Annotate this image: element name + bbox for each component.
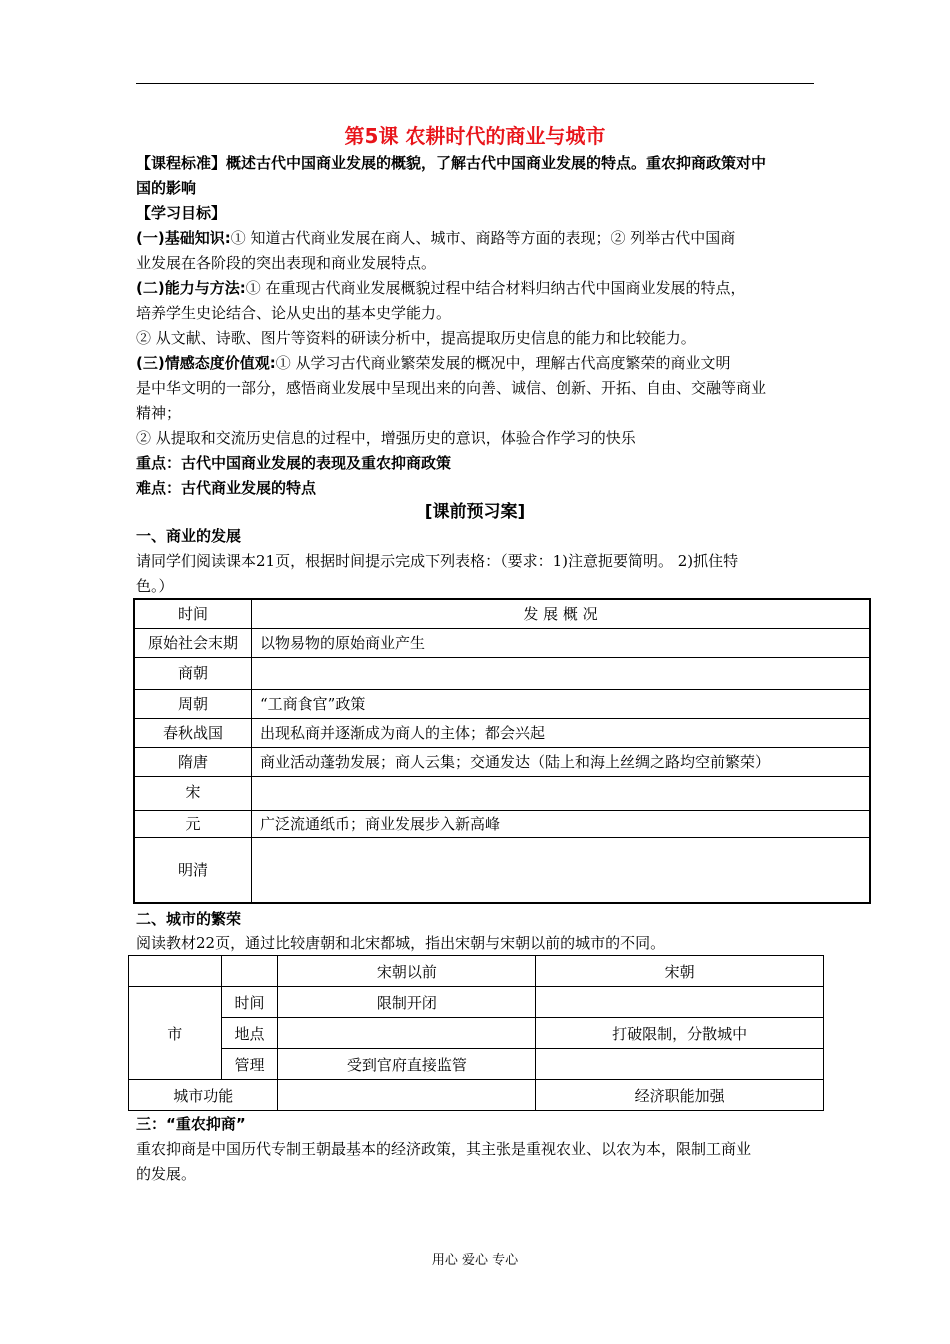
time-before: 限制开闭 xyxy=(278,987,536,1018)
city-comparison-table xyxy=(128,955,824,1111)
desc-cell[interactable] xyxy=(252,837,871,903)
part1-instruction: 请同学们阅读课本21页，根据时间提示完成下列表格：（要求：1)注意扼要简明。 2)抓住特 xyxy=(136,552,739,570)
section-title: [课前预习案] xyxy=(424,502,526,522)
desc-cell[interactable] xyxy=(252,657,871,689)
function-before[interactable] xyxy=(278,1080,536,1111)
part2-instruction: 阅读教材22页，通过比较唐朝和北宋都城，指出宋朝与宋朝以前的城市的不同。 xyxy=(136,934,666,952)
table-row xyxy=(134,689,870,718)
place-before[interactable] xyxy=(278,1018,536,1049)
attitude-values xyxy=(136,351,731,376)
ability-label: (二)能力与方法: xyxy=(136,279,246,297)
place-label: 地点 xyxy=(221,1018,278,1049)
standard-text-cont: 国的影响 xyxy=(136,179,197,197)
period-cell: 隋唐 xyxy=(134,747,252,776)
table-header-row xyxy=(134,599,870,628)
basic-text-cont: 业发展在各阶段的突出表现和商业发展特点。 xyxy=(136,254,437,272)
standard-text: 概述古代中国商业发展的概貌，了解古代中国商业发展的特点。重农抑商政策对中 xyxy=(226,154,767,172)
manage-label: 管理 xyxy=(221,1049,278,1080)
table-row xyxy=(134,837,870,903)
part1-instruction-cont: 色。） xyxy=(136,577,174,595)
part3-text: 重农抑商是中国历代专制王朝最基本的经济政策，其主张是重视农业、以农为本，限制工商业 xyxy=(136,1140,752,1158)
table-row xyxy=(134,810,870,837)
period-cell: 宋 xyxy=(134,776,252,810)
attitude-text-cont2: 精神； xyxy=(136,404,182,422)
desc-cell: “工商食官”政策 xyxy=(252,689,871,718)
header-time: 时间 xyxy=(134,599,252,628)
desc-cell[interactable] xyxy=(252,776,871,810)
lesson-title: 第5课 农耕时代的商业与城市 xyxy=(344,124,606,148)
table-row xyxy=(134,776,870,810)
attitude-text-2: ② 从提取和交流历史信息的过程中，增强历史的意识，体验合作学习的快乐 xyxy=(136,429,636,447)
ability-text-cont: 培养学生史论结合、论从史出的基本史学能力。 xyxy=(136,304,452,322)
blank-cell xyxy=(129,956,222,987)
market-label: 市 xyxy=(129,987,222,1080)
time-label: 时间 xyxy=(221,987,278,1018)
period-cell: 明清 xyxy=(134,837,252,903)
period-cell: 原始社会末期 xyxy=(134,628,252,657)
header-rule xyxy=(136,83,814,84)
header-before-song: 宋朝以前 xyxy=(278,956,536,987)
commerce-development-table xyxy=(133,598,871,904)
desc-cell: 以物易物的原始商业产生 xyxy=(252,628,871,657)
manage-song[interactable] xyxy=(536,1049,824,1080)
desc-cell: 商业活动蓬勃发展；商人云集；交通发达（陆上和海上丝绸之路均空前繁荣） xyxy=(252,747,871,776)
part1-heading: 一、商业的发展 xyxy=(136,527,242,545)
period-cell: 商朝 xyxy=(134,657,252,689)
header-desc: 发 展 概 况 xyxy=(252,599,871,628)
attitude-label: (三)情感态度价值观: xyxy=(136,354,276,372)
place-song: 打破限制，分散城中 xyxy=(536,1018,824,1049)
table-row xyxy=(134,747,870,776)
ability-method xyxy=(136,276,746,301)
table-row xyxy=(129,1080,824,1111)
attitude-text: ① 从学习古代商业繁荣发展的概况中，理解古代高度繁荣的商业文明 xyxy=(275,354,731,372)
ability-text: ① 在重现古代商业发展概貌过程中结合材料归纳古代中国商业发展的特点， xyxy=(245,279,746,297)
key-point: 重点：古代中国商业发展的表现及重农抑商政策 xyxy=(136,454,452,472)
difficulty: 难点：古代商业发展的特点 xyxy=(136,479,317,497)
basic-knowledge xyxy=(136,226,735,251)
desc-cell: 出现私商并逐渐成为商人的主体；都会兴起 xyxy=(252,718,871,747)
footer-slogan: 用心 爱心 专心 xyxy=(431,1253,519,1268)
desc-cell: 广泛流通纸币；商业发展步入新高峰 xyxy=(252,810,871,837)
blank-cell xyxy=(221,956,278,987)
period-cell: 元 xyxy=(134,810,252,837)
standard-label: 【课程标准】 xyxy=(136,154,227,172)
part2-heading: 二、城市的繁荣 xyxy=(136,910,242,928)
period-cell: 春秋战国 xyxy=(134,718,252,747)
table-header-row xyxy=(129,956,824,987)
basic-label: (一)基础知识: xyxy=(136,229,231,247)
part3-text-cont: 的发展。 xyxy=(136,1165,197,1183)
course-standard xyxy=(136,151,766,176)
table-row xyxy=(134,657,870,689)
table-row xyxy=(134,718,870,747)
table-row xyxy=(134,628,870,657)
time-song[interactable] xyxy=(536,987,824,1018)
function-song: 经济职能加强 xyxy=(536,1080,824,1111)
manage-before: 受到官府直接监管 xyxy=(278,1049,536,1080)
attitude-text-cont: 是中华文明的一部分，感悟商业发展中呈现出来的向善、诚信、创新、开拓、自由、交融等商业 xyxy=(136,379,767,397)
table-row xyxy=(129,1018,824,1049)
objectives-label: 【学习目标】 xyxy=(136,204,227,222)
part3-heading: 三：“重农抑商” xyxy=(136,1115,246,1133)
basic-text: ① 知道古代商业发展在商人、城市、商路等方面的表现；② 列举古代中国商 xyxy=(230,229,736,247)
table-row xyxy=(129,1049,824,1080)
header-song: 宋朝 xyxy=(536,956,824,987)
table-row xyxy=(129,987,824,1018)
ability-text-2: ② 从文献、诗歌、图片等资料的研读分析中，提高提取历史信息的能力和比较能力。 xyxy=(136,329,696,347)
function-label: 城市功能 xyxy=(129,1080,278,1111)
period-cell: 周朝 xyxy=(134,689,252,718)
